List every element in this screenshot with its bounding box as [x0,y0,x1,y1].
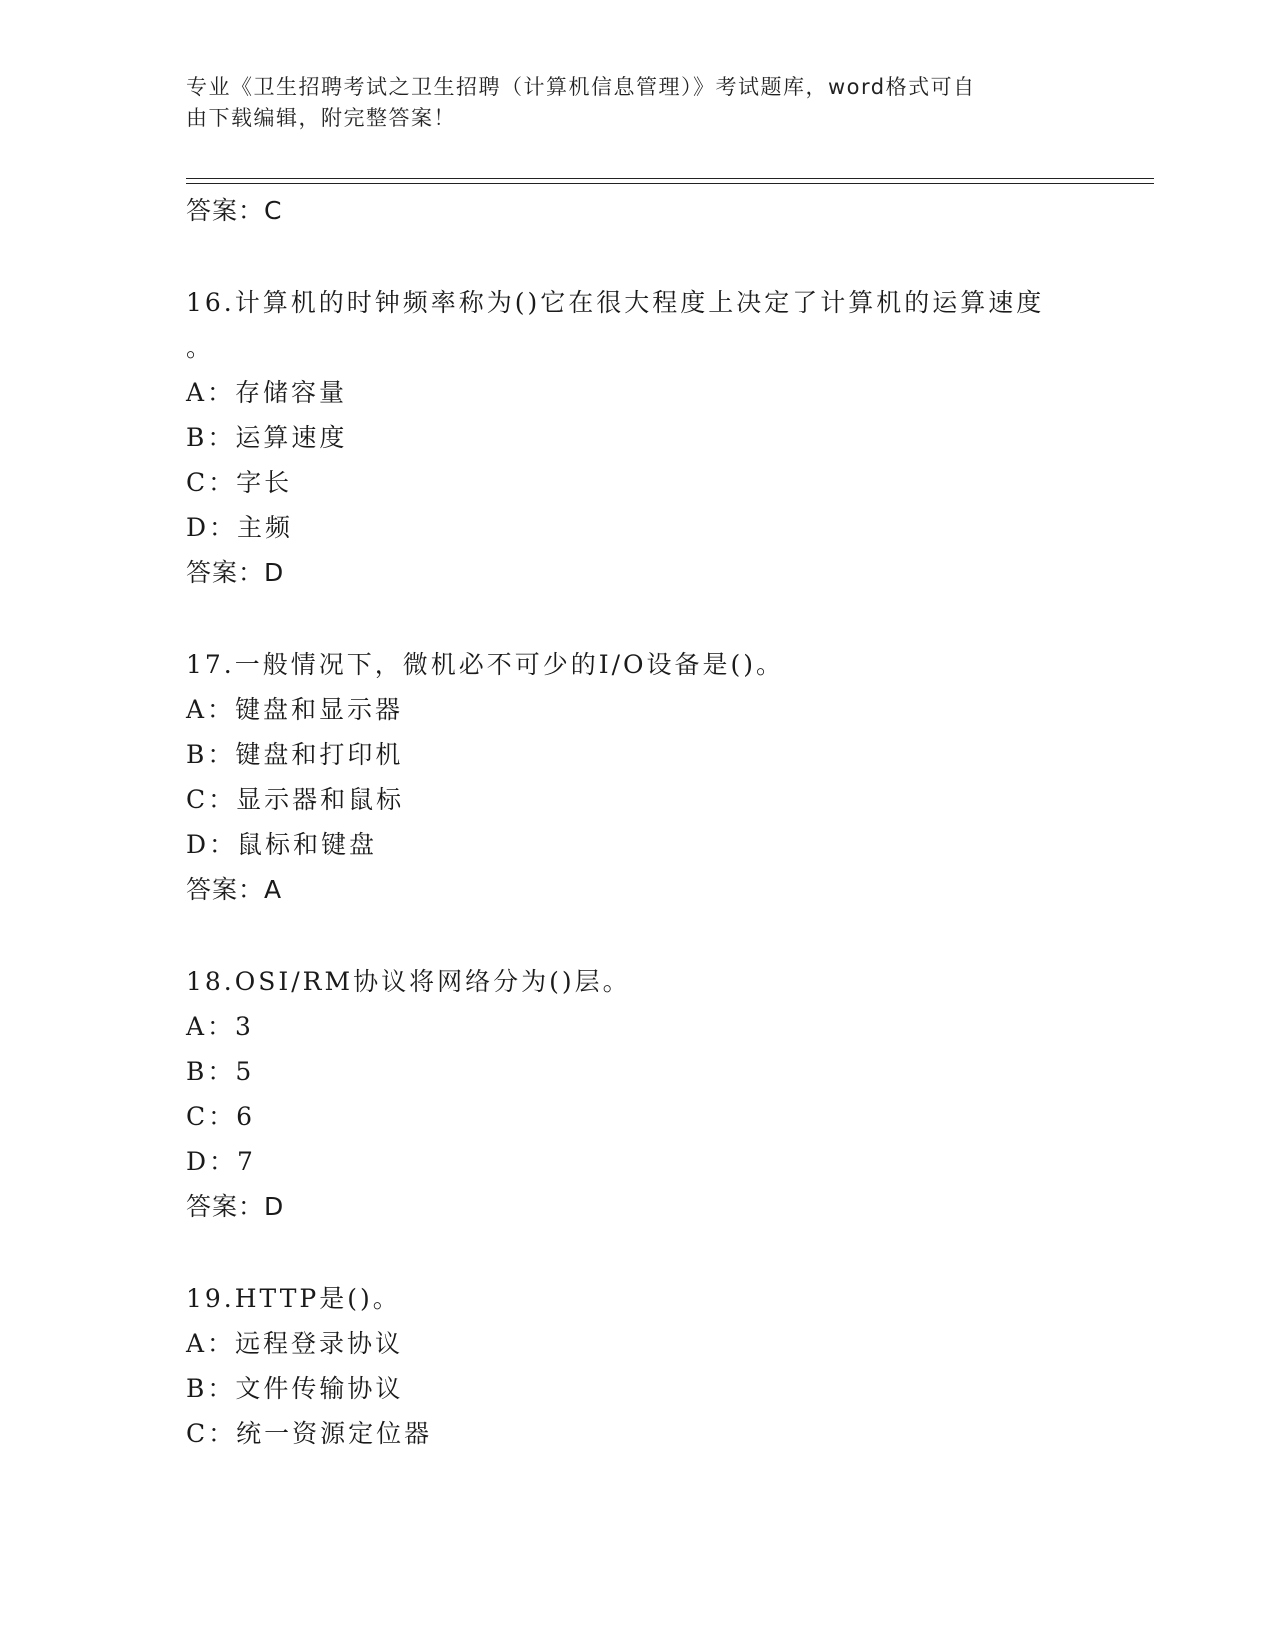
option-b: B：5 [186,1057,255,1086]
option-c: C：字长 [186,468,293,497]
answer-line: 答案：D [186,1192,285,1221]
option-c: C：显示器和鼠标 [186,785,405,814]
header-line-1: 专业《卫生招聘考试之卫生招聘（计算机信息管理）》考试题库，word格式可自 [186,75,976,99]
question-17 [186,642,1146,912]
option-b: B：运算速度 [186,423,348,452]
question-18 [186,959,1146,1229]
question-16 [186,280,1146,595]
option-a: A：键盘和显示器 [186,695,404,724]
option-d: D：鼠标和键盘 [186,830,378,859]
option-c: C：统一资源定位器 [186,1419,433,1448]
question-19 [186,1276,1146,1456]
header-divider-top [186,178,1154,179]
question-text: 18.OSI/RM协议将网络分为()层。 [186,967,631,996]
document-header [186,72,1066,134]
option-a: A：远程登录协议 [186,1329,404,1358]
spacer [186,233,1146,280]
option-a: A：3 [186,1012,254,1041]
spacer [186,912,1146,959]
answer-line: 答案：C [186,196,283,225]
question-text-continued: 。 [186,333,215,362]
question-text: 17.一般情况下，微机必不可少的I/O设备是()。 [186,650,785,679]
option-a: A：存储容量 [186,378,348,407]
spacer [186,1229,1146,1276]
option-b: B：文件传输协议 [186,1374,404,1403]
option-b: B：键盘和打印机 [186,740,404,769]
document-body [186,188,1146,1456]
header-divider-bottom [186,183,1154,184]
question-text: 16.计算机的时钟频率称为()它在很大程度上决定了计算机的运算速度 [186,288,1045,317]
header-line-2: 由下载编辑，附完整答案！ [186,106,456,130]
answer-line: 答案：A [186,875,283,904]
answer-line: 答案：D [186,558,285,587]
option-d: D：7 [186,1147,256,1176]
question-text: 19.HTTP是()。 [186,1284,401,1313]
option-d: D：主频 [186,513,294,542]
option-c: C：6 [186,1102,256,1131]
spacer [186,595,1146,642]
